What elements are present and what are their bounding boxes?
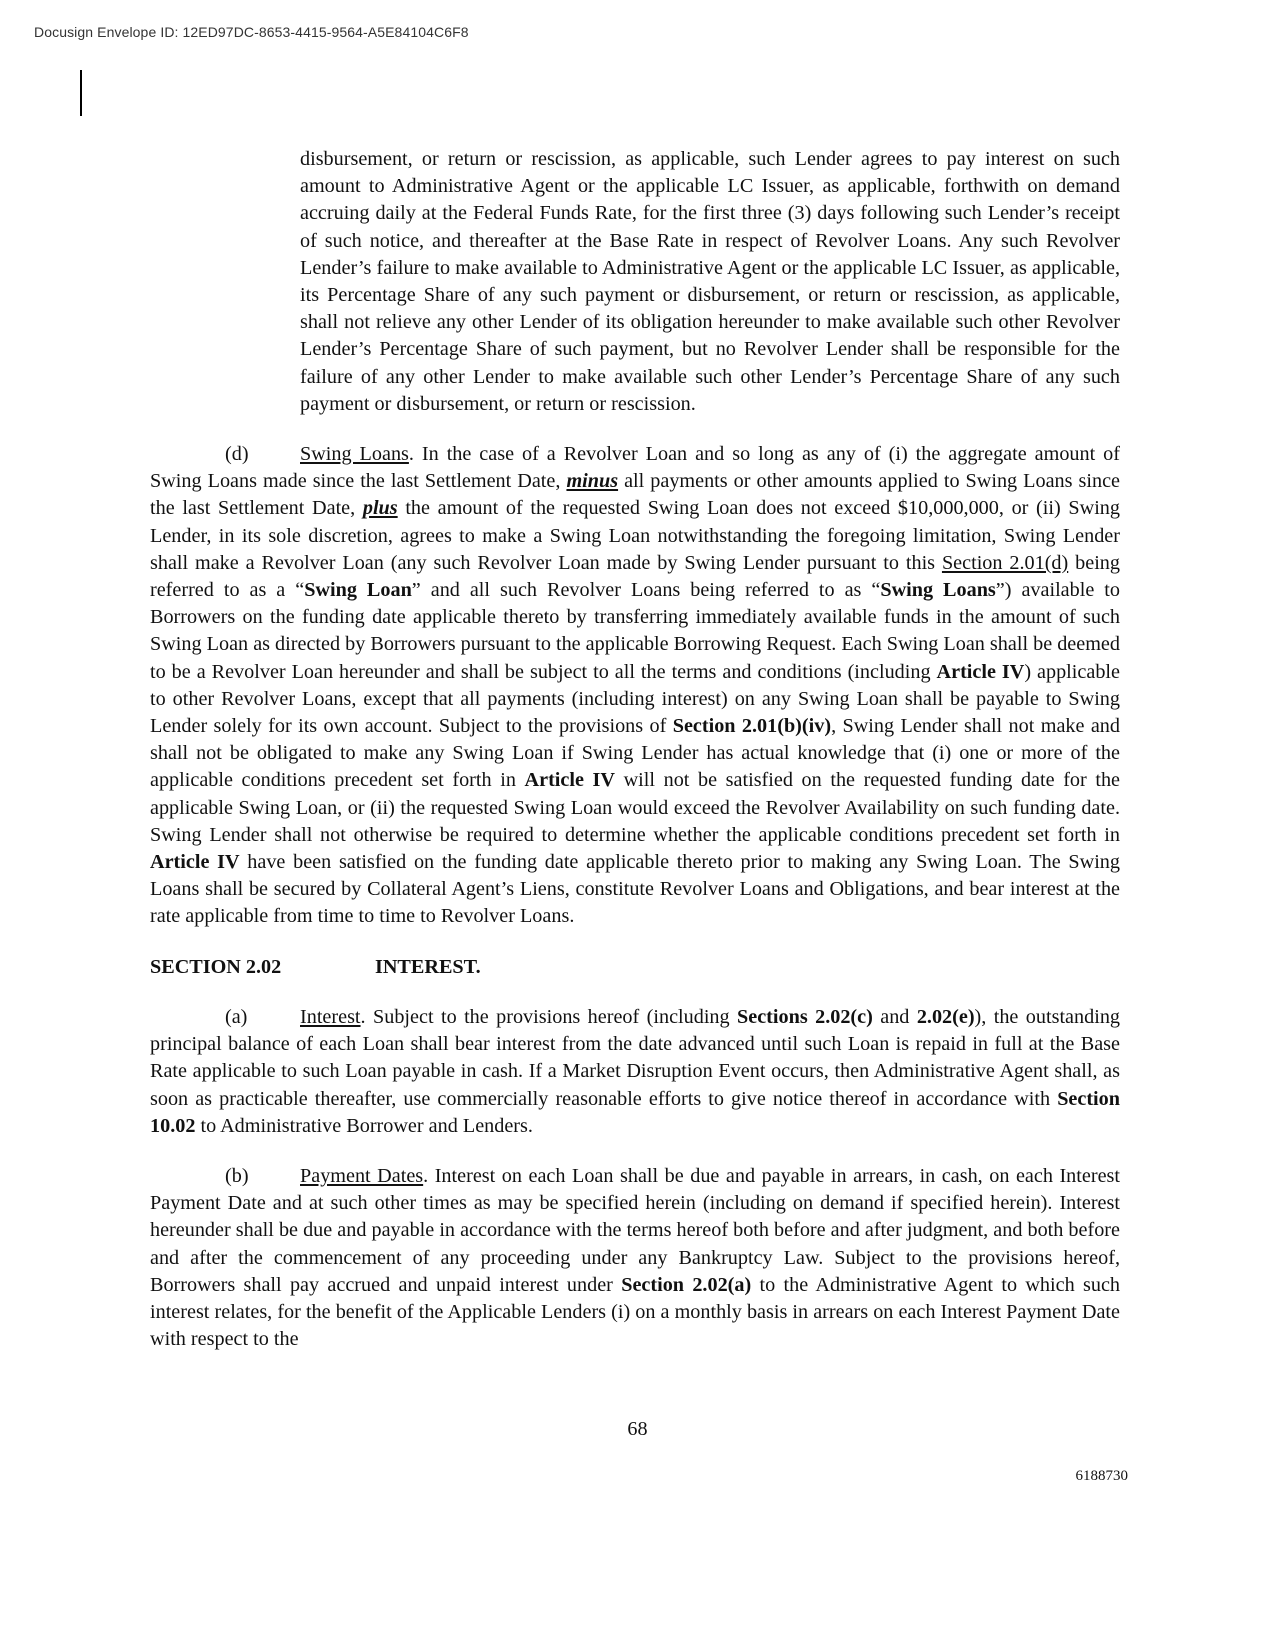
section-reference: Section 2.02(a) — [621, 1273, 752, 1296]
document-code: 6188730 — [1075, 1468, 1128, 1484]
clause-number: (a) — [225, 1005, 248, 1028]
docusign-envelope-id: Docusign Envelope ID: 12ED97DC-8653-4415-9564-A5E84104C6F8 — [34, 24, 469, 40]
clause-heading: Payment Dates — [300, 1164, 424, 1187]
clause-number: (d) — [225, 443, 249, 466]
clause-number: (b) — [225, 1164, 249, 1187]
article-reference: Article IV — [150, 851, 240, 874]
clause-heading: Swing Loans — [300, 443, 409, 466]
section-number: SECTION 2.02 — [150, 955, 282, 978]
section-heading — [150, 954, 1120, 981]
defined-term: Swing Loans — [880, 579, 996, 602]
section-title: INTEREST. — [375, 955, 481, 978]
continuation-paragraph: disbursement, or return or rescission, as applicable, such Lender agrees to pay interest on such amount to Administrative Agent or the applicable LC Issuer, as applicable, forthwith on demand accruing daily at the Federal Funds Rate, for the first three (3) days following such Lender’s receipt of such notice, and thereafter at the Base Rate in respect of Revolver Loans. Any such Revolver Lender’s failure to make available to Administrative Agent or the applicable LC Issuer, as applicable, its Percentage Share of any such payment or disbursement, or return or rescission, as applicable, shall not relieve any other Lender of its obligation hereunder to make available such other Revolver Lender’s Percentage Share of such payment, but no Revolver Lender shall be responsible for the failure of any other Lender to make available such other Lender’s Percentage Share of any such payment or disbursement, or return or rescission. — [300, 148, 1120, 415]
defined-term: Swing Loan — [304, 579, 412, 602]
emphasis-minus: minus — [566, 470, 619, 493]
section-reference: Section 2.01(d) — [941, 551, 1069, 574]
section-reference: Section 2.01(b)(iv) — [672, 715, 832, 738]
revision-margin-bar — [80, 70, 82, 116]
clause-heading: Interest — [300, 1005, 361, 1028]
section-reference: Sections 2.02(c) — [737, 1005, 873, 1028]
payment-dates-paragraph: (b) Payment Dates. Interest on each Loan shall be due and payable in arrears, in cash, on each Interest Payment Date and at such other times as may be specified herein (including on demand if specified herein). Interest hereunder shall be due and payable in accordance with the terms hereof both before and after judgment, and both before and after the commencement of any proceeding under any Bankruptcy Law. Subject to the provisions hereof, Borrowers shall pay accrued and unpaid interest under Section 2.02(a) to the Administrative Agent to which such interest relates, for the benefit of the Applicable Lenders (i) on a monthly basis in arrears on each Interest Payment Date with respect to the — [150, 1164, 1121, 1351]
page-number: 68 — [627, 1418, 648, 1440]
emphasis-plus: plus — [362, 497, 398, 520]
document-body — [150, 146, 1120, 1353]
section-reference: 2.02(e) — [916, 1005, 975, 1028]
swing-loans-paragraph: (d) Swing Loans. In the case of a Revolver Loan and so long as any of (i) the aggregate amount of Swing Loans made since the last Settlement Date, minus all payments or other amounts applied to Swing Loans since the last Settlement Date, plus the amount of the requested Swing Loan does not exceed $10,000,000, or (ii) Swing Lender, in its sole discretion, agrees to make a Swing Loan notwithstanding the foregoing limitation, Swing Lender shall make a Revolver Loan (any such Revolver Loan made by Swing Lender pursuant to this Section 2.01(d) being referred to as a “Swing Loan” and all such Revolver Loans being referred to as “Swing Loans”) available to Borrowers on the funding date applicable thereto by transferring immediately available funds in the amount of such Swing Loan as directed by Borrowers pursuant to the applicable Borrowing Request. Each Swing Loan shall be deemed to be a Revolver Loan hereunder and shall be subject to all the terms and conditions (including Article IV) applicable to other Revolver Loans, except that all payments (including interest) on any Swing Loan shall be payable to Swing Lender solely for its own account. Subject to the provisions of Section 2.01(b)(iv), Swing Lender shall not make and shall not be obligated to make any Swing Loan if Swing Lender has actual knowledge that (i) one or more of the applicable conditions precedent set forth in Article IV will not be satisfied on the requested funding date for the applicable Swing Loan, or (ii) the requested Swing Loan would exceed the Revolver Availability on such funding date. Swing Lender shall not otherwise be required to determine whether the applicable conditions precedent set forth in Article IV have been satisfied on the funding date applicable thereto prior to making any Swing Loan. The Swing Loans shall be secured by Collateral Agent’s Liens, constitute Revolver Loans and Obligations, and bear interest at the rate applicable from time to time to Revolver Loans. — [150, 443, 1121, 928]
article-reference: Article IV — [936, 660, 1025, 683]
interest-paragraph: (a) Interest. Subject to the provisions hereof (including Sections 2.02(c) and 2.02(e)), the outstanding principal balance of each Loan shall bear interest from the date advanced until such Loan is repaid in full at the Base Rate applicable to such Loan payable in cash. If a Market Disruption Event occurs, then Administrative Agent shall, as soon as practicable thereafter, use commercially reasonable efforts to give notice thereof in accordance with Section 10.02 to Administrative Borrower and Lenders. — [150, 1005, 1121, 1137]
section-reference: Section 10.02 — [150, 1087, 1120, 1137]
article-reference: Article IV — [524, 769, 615, 792]
